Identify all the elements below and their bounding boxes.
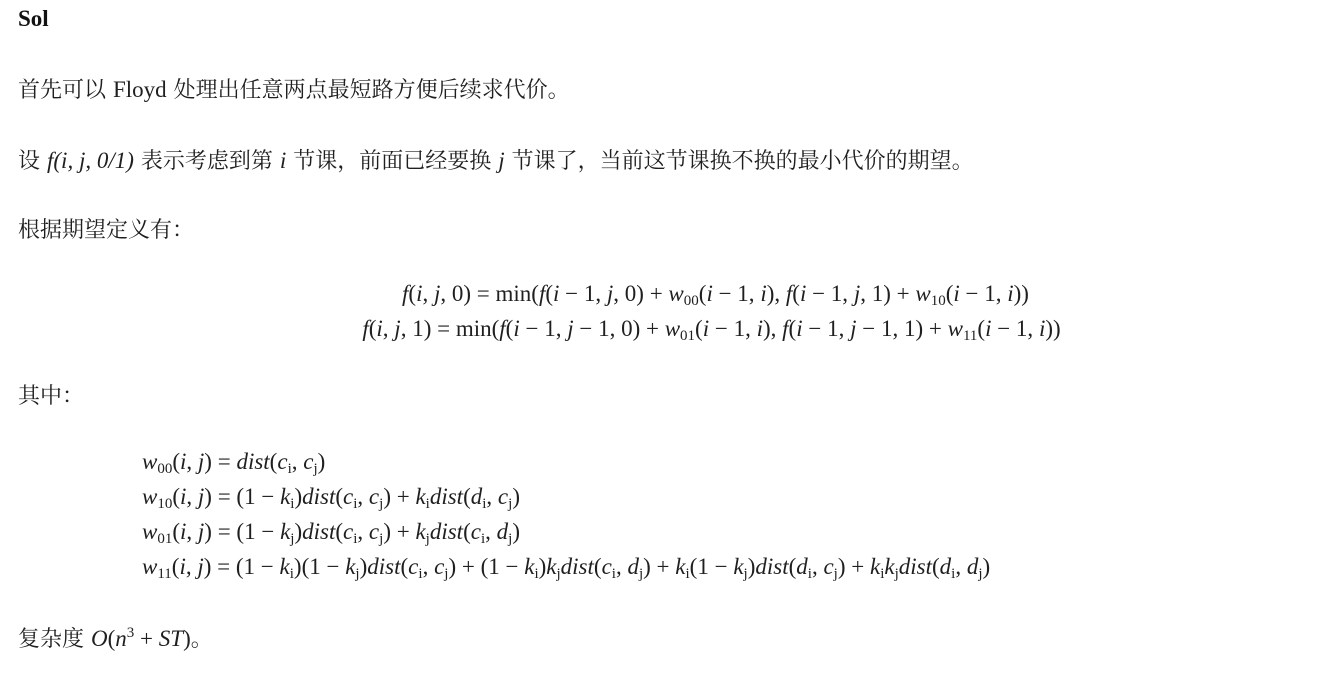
text: 复杂度 xyxy=(18,627,91,652)
section-heading: Sol xyxy=(18,6,49,31)
text: 节课了，当前这节课换不换的最小代价的期望。 xyxy=(504,149,974,174)
text: 设 xyxy=(18,149,47,174)
paragraph-definition xyxy=(18,146,974,177)
paragraph-complexity xyxy=(18,624,213,655)
text: 表示考虑到第 xyxy=(133,149,280,174)
math-f-def: f(i, j, 0/1) xyxy=(47,148,134,173)
text: 节课，前面已经要换 xyxy=(286,149,499,174)
equation-w00: $w_{00}(i$, $j) = dist(c_i$, $c_j$) xyxy=(142,449,326,477)
math-j: j xyxy=(498,148,505,173)
weight-equations xyxy=(142,444,990,584)
equation-w01: $w_{01}(i$, $j) = (1 - k_j)dist(c_i$, $c_j$) + $k_jdist(c_i$, $d_j$) xyxy=(142,519,520,547)
text: 。 xyxy=(190,627,213,652)
math-complexity: O xyxy=(91,626,108,651)
equation-w11: $w_{11}(i$, $j) = (1 - k_i)(1$ − $k_j)dist(c_i$, $c_j) + (1$ − $k_i)k_jdist(c_i$, $d_j) + k_i(1$ − $k_j)dist(d_i$, $c_j$) + $k_ik_jdist(d_i$, $d_j$) xyxy=(142,554,991,582)
paragraph-where: 其中： xyxy=(18,384,85,409)
floyd-word: Floyd xyxy=(113,77,167,102)
math-i: i xyxy=(279,148,287,173)
text: 处理出任意两点最短路方便后续求代价。 xyxy=(166,78,570,103)
equation-f1: f(i, j, 1) = min(f(i − 1, j − 1, $0) + w_{01}(i - 1$, i), f(i − 1, j − 1, $1) + w_{11}(i - 1$, i)) xyxy=(362,316,1061,344)
math-complexity-rest: $(n^3 + ST)$ xyxy=(107,625,191,651)
text: 首先可以 xyxy=(18,78,113,103)
paragraph-floyd xyxy=(18,75,570,106)
equation-w10: $w_{10}(i$, $j) = (1 - k_i)dist(c_i$, $c_j$) + $k_idist(d_i$, $c_j$) xyxy=(142,484,520,512)
transition-equations xyxy=(0,276,1335,346)
equation-f0: f(i, j, 0) = min(f(i − 1, j, $0) + w_{00}(i - 1$, i), f(i − 1, j, $1) + w_{10}(i - 1$, i)) xyxy=(402,281,1029,309)
paragraph-by-definition: 根据期望定义有： xyxy=(18,218,195,243)
